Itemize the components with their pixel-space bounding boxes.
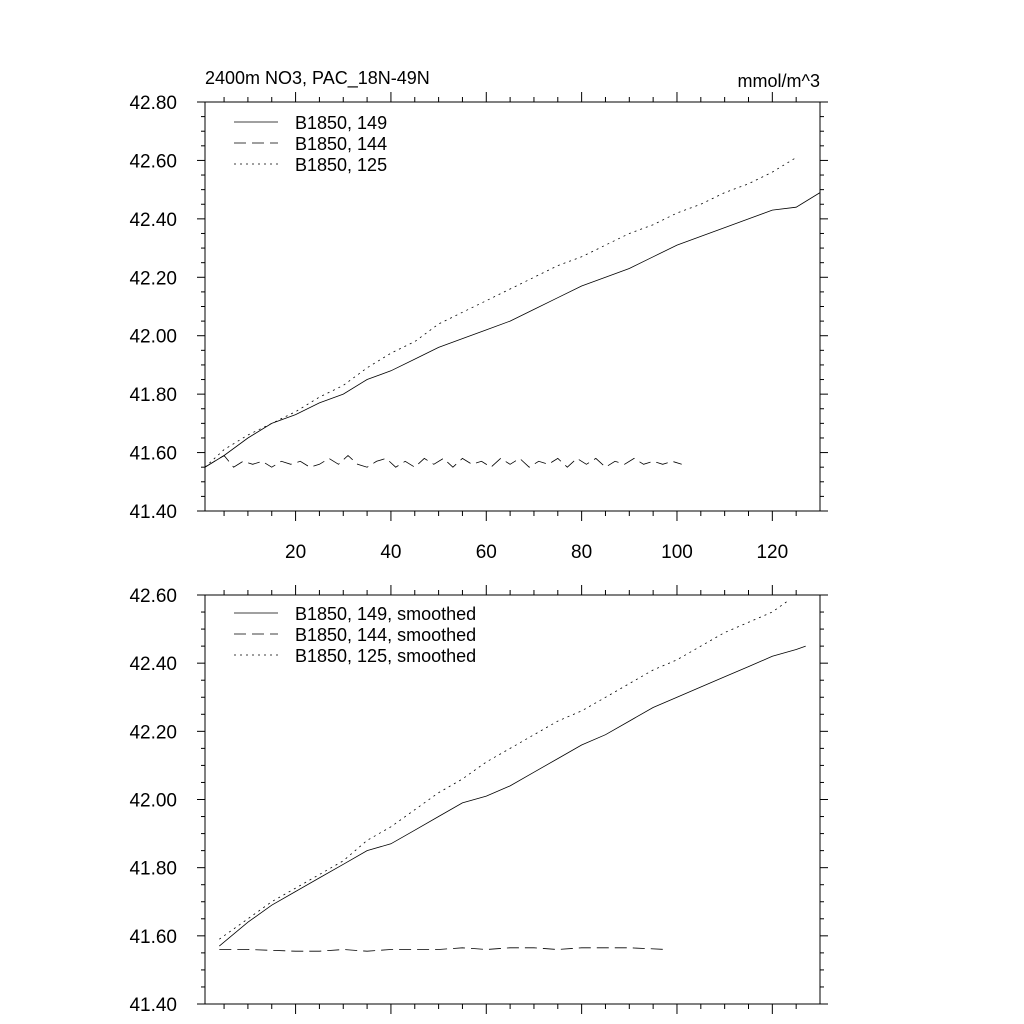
y-tick-label: 42.00 [129,326,177,348]
y-tick-label: 41.60 [129,443,177,465]
y-tick-label: 41.40 [129,502,177,523]
y-tick-label: 42.00 [129,790,177,812]
y-tick-label: 41.40 [129,995,177,1016]
x-tick-label: 80 [571,542,593,563]
legend-label-2: B1850, 144 [295,134,388,154]
y-tick-label: 41.60 [129,926,177,948]
series-line-3 [205,158,796,468]
x-tick-label: 60 [475,542,497,563]
x-tick-label: 20 [285,542,307,563]
y-tick-label: 42.60 [129,151,177,173]
top-panel [129,68,828,563]
x-tick-label: 120 [756,542,789,563]
legend-label-3: B1850, 125 [295,155,388,175]
y-tick-label: 42.80 [129,93,177,114]
bottom-panel [129,585,828,1016]
series-line-1 [219,646,805,946]
legend-label-1: B1850, 149 [295,113,388,133]
y-tick-label: 41.80 [129,858,177,880]
x-tick-label: 100 [661,542,693,563]
series-line-2 [205,456,682,468]
legend-label-3: B1850, 125, smoothed [295,646,477,666]
y-tick-label: 42.20 [129,268,177,290]
y-tick-label: 42.60 [129,586,177,607]
y-tick-label: 41.80 [129,385,177,407]
y-tick-label: 42.40 [129,209,177,231]
legend-label-2: B1850, 144, smoothed [295,625,477,645]
x-tick-label: 40 [380,542,402,563]
y-tick-label: 42.40 [129,654,177,676]
chart-title: 2400m NO3, PAC_18N-49N [205,68,430,88]
series-line-1 [205,193,820,468]
series-line-2 [219,948,667,951]
y-tick-label: 42.20 [129,722,177,744]
legend-label-1: B1850, 149, smoothed [295,604,477,624]
units-label: mmol/m^3 [737,71,820,91]
